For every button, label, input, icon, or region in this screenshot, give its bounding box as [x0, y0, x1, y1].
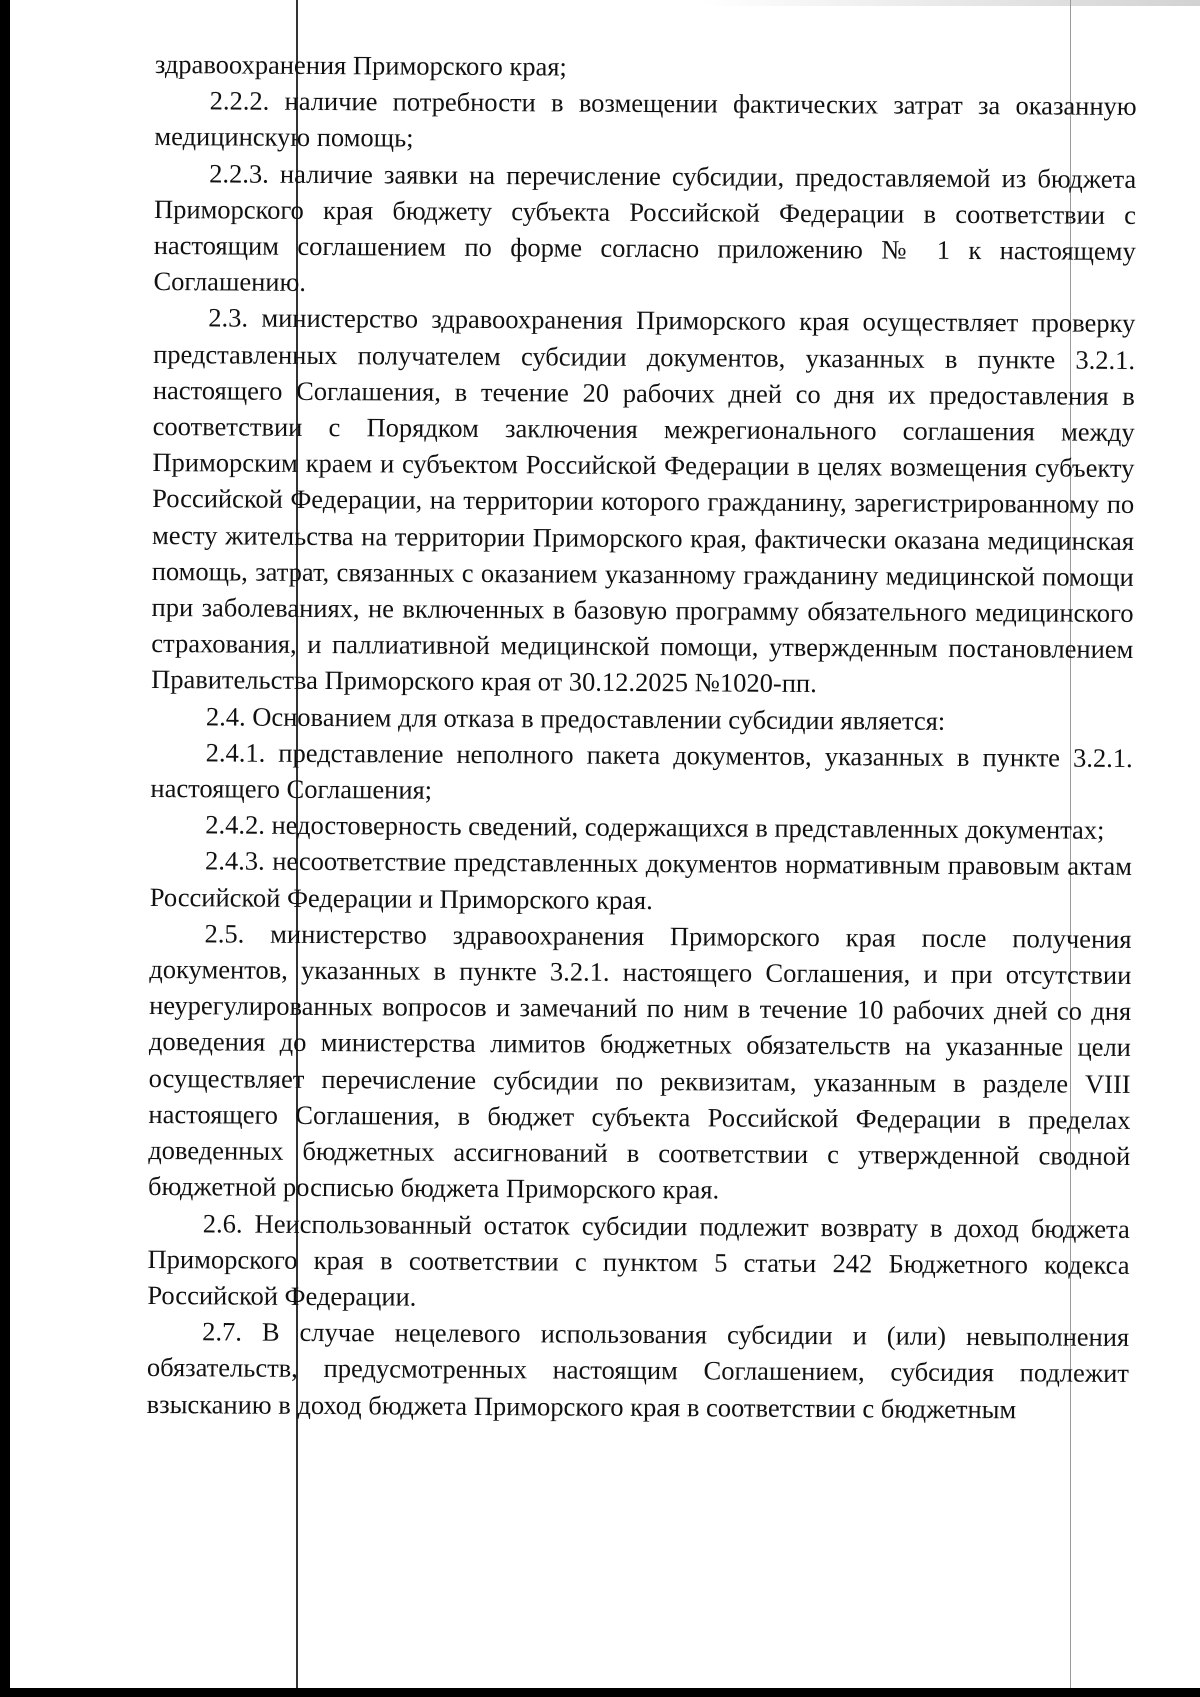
document-body — [147, 46, 1137, 1428]
paragraph-2-3: 2.3. министерство здравоохранения Приморского края осуществляет проверку представленных получателем субсидии документов, указанных в пункте 3.2.1. настоящего Соглашения, в течение 20 рабочих дней со дня их предоставления в соответствии с Порядком заключения межрегионального соглашения между Приморским краем и субъектом Российской Федерации в целях возмещения субъекту Российской Федерации, на территории которого гражданину, зарегистрированному по месту жительства на территории Приморского края, фактически оказана медицинская помощь, затрат, связанных с оказанием указанному гражданину медицинской помощи при заболеваниях, не включенных в базовую программу обязательного медицинского страхования, и паллиативной медицинской помощи, утвержденным постановлением Правительства Приморского края от 30.12.2025 №1020-пп. — [151, 302, 1136, 699]
paragraph-2-4-3: 2.4.3. несоответствие представленных документов нормативным правовым актам Российской Федерации и Приморского края. — [149, 845, 1133, 915]
scan-bottom-edge — [0, 1688, 1200, 1697]
scan-top-shade — [700, 0, 1200, 6]
paragraph-2-4: 2.4. Основанием для отказа в предоставлении субсидии является: — [205, 700, 946, 736]
paragraph-2-7: 2.7. В случае нецелевого использования субсидии и (или) невыполнения обязательств, предусмотренных настоящим Соглашением, субсидия подлежит взысканию в доход бюджета Приморского края в соответствии с бюджетным — [146, 1316, 1130, 1424]
paragraph-2-2-2: 2.2.2. наличие потребности в возмещении фактических затрат за оказанную медицинскую помощь; — [154, 85, 1137, 153]
paragraph-continuation: здравоохранения Приморского края; — [154, 48, 567, 82]
paragraph-2-4-2: 2.4.2. недостоверность сведений, содержащихся в представленных документах; — [205, 809, 1105, 846]
paragraph-2-5: 2.5. министерство здравоохранения Приморского края после получения документов, указанных в пункте 3.2.1. настоящего Соглашения, и при отсутствии неурегулированных вопросов и замечаний по ним в течение 10 рабочих дней со дня доведения до министерства лимитов бюджетных обязательств на указанные цели осуществляет перечисление субсидии по реквизитам, указанным в разделе VIII настоящего Соглашения, в бюджет субъекта Российской Федерации в пределах доведенных бюджетных ассигнований в соответствии с утвержденной сводной бюджетной росписью бюджета Приморского края. — [147, 918, 1132, 1205]
scan-left-edge — [0, 0, 10, 1697]
paragraph-2-6: 2.6. Неиспользованный остаток субсидии подлежит возврату в доход бюджета Приморского края в соответствии с пунктом 5 статьи 242 Бюджетного кодекса Российской Федерации. — [147, 1207, 1130, 1312]
paragraph-2-4-1: 2.4.1. представление неполного пакета документов, указанных в пункте 3.2.1. настоящего Соглашения; — [150, 737, 1133, 805]
paragraph-2-2-3: 2.2.3. наличие заявки на перечисление субсидии, предоставляемой из бюджета Приморского края бюджету субъекта Российской Федерации в соответствии с настоящим соглашением по форме согласно приложению № 1 к настоящему Соглашению. — [153, 157, 1137, 298]
